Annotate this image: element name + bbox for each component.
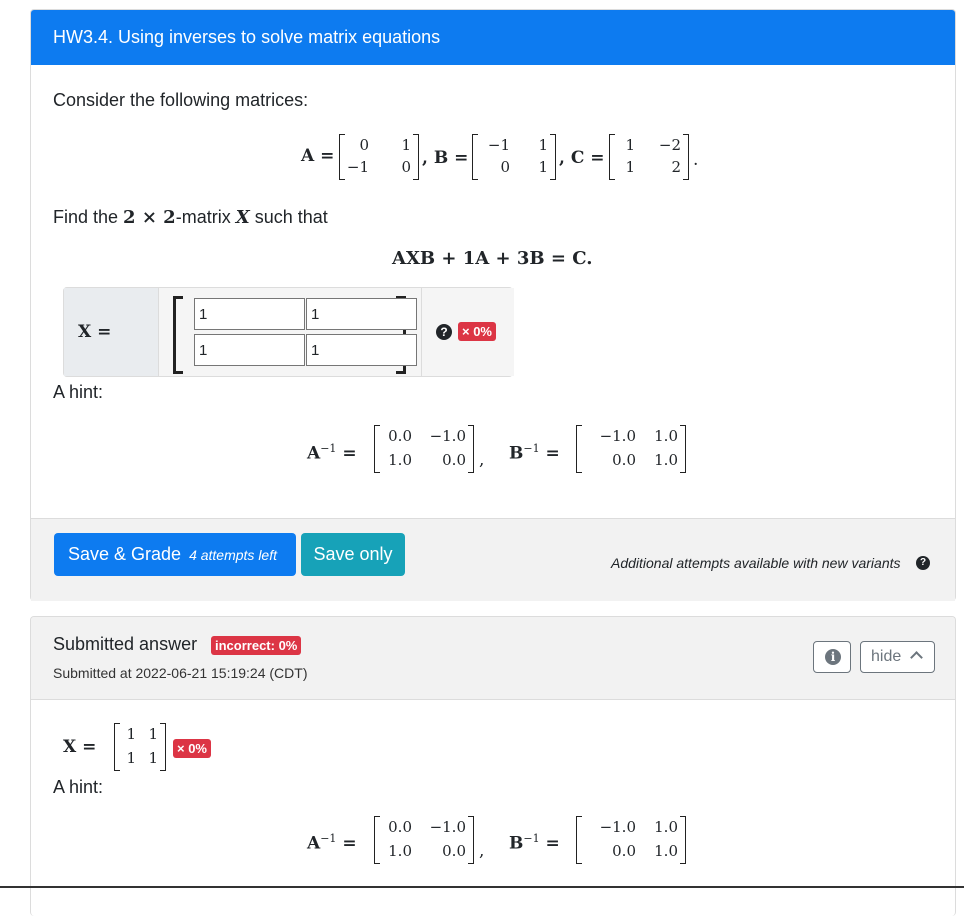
help-icon[interactable]: ? (916, 556, 930, 570)
hide-button[interactable]: hide (860, 641, 935, 673)
matrix-input-r1c2[interactable] (306, 298, 417, 330)
submission-score-badge: × 0% (173, 739, 211, 758)
equation: AXB + 1A + 3B = C. (392, 248, 593, 269)
submission-card: Submitted answer incorrect: 0% Submitted at 2022-06-21 15:19:24 (CDT) i hide X = 1 1 1 1 × 0% A hint: $A^{-1}$ = 0.0 −1.0 1.0 0.0 , $B^{-1}$ = −1.0 1.0 0.0 1.0 (30, 616, 956, 916)
matrix-a: 0 1 −1 0 (339, 134, 419, 180)
submission-hint-ainv-label: $A^{-1}$ = (307, 832, 357, 854)
chevron-up-icon (910, 651, 923, 664)
matrix-input-r2c1[interactable] (194, 334, 305, 366)
matrix-b: −1 1 0 1 (472, 134, 556, 180)
hint-ainv-matrix: 0.0 −1.0 1.0 0.0 (374, 425, 474, 473)
matrix-input-r2c2[interactable] (306, 334, 417, 366)
intro-text: Consider the following matrices: (53, 90, 309, 110)
question-title: HW3.4. Using inverses to solve matrix equations (31, 10, 955, 65)
help-icon[interactable]: ? (436, 324, 452, 340)
find-text: Find the 2 × 2-matrix X such that (53, 207, 328, 228)
submitted-at: Submitted at 2022-06-21 15:19:24 (CDT) (53, 665, 308, 681)
question-card: HW3.4. Using inverses to solve matrix equations Consider the following matrices: A = 0 1 −1 0 , B = −1 1 0 1 , C = 1 −2 1 2 . Find the 2 × 2-matrix X such that AXB + 1A + 3B = C. X = 1 1 1 1 ? × 0% A hint: $A^{-1}$ = 0.0 −1.0 1.0 0.0 , $B^{-1}$ = −1.0 1.0 0.0 1.0 Save & Grade 4 attempts left Save only Additional attempts available with new variants ? (30, 9, 956, 601)
submission-title: Submitted answer (53, 634, 198, 654)
matrix-input-r1c1[interactable] (194, 298, 305, 330)
hint-binv-matrix: −1.0 1.0 0.0 1.0 (576, 425, 686, 473)
submitted-answer-matrix: 1 1 1 1 (114, 723, 166, 771)
question-footer (31, 518, 955, 601)
submission-hint-ainv-matrix: 0.0 −1.0 1.0 0.0 (374, 816, 474, 864)
status-badge: incorrect: 0% (211, 636, 301, 655)
submission-hint-binv-label: $B^{-1}$ = (509, 832, 560, 854)
answer-input-group (63, 287, 513, 377)
score-badge: × 0% (458, 322, 496, 341)
submission-header (31, 617, 955, 700)
matrix-a-label: A = (301, 146, 335, 166)
matrix-c: 1 −2 1 2 (609, 134, 689, 180)
answer-label: X = (78, 322, 112, 342)
attempts-left: 4 attempts left (189, 547, 277, 563)
submission-hint-binv-matrix: −1.0 1.0 0.0 1.0 (576, 816, 686, 864)
info-button[interactable] (813, 641, 851, 673)
submission-hint-label: A hint: (53, 777, 104, 797)
info-icon: i (825, 649, 841, 665)
hint-binv-label: $B^{-1}$ = (509, 442, 560, 464)
matrix-c-label: , C = (559, 148, 605, 168)
hint-ainv-label: $A^{-1}$ = (307, 442, 357, 464)
additional-attempts-text: Additional attempts available with new variants (611, 555, 901, 571)
matrix-b-label: , B = (422, 148, 469, 168)
submitted-answer-label: X = (63, 737, 97, 757)
page-bottom-divider (0, 886, 964, 888)
hint-label: A hint: (53, 382, 104, 402)
save-only-button[interactable]: Save only (301, 533, 405, 576)
save-grade-button[interactable]: Save & Grade 4 attempts left (54, 533, 296, 576)
